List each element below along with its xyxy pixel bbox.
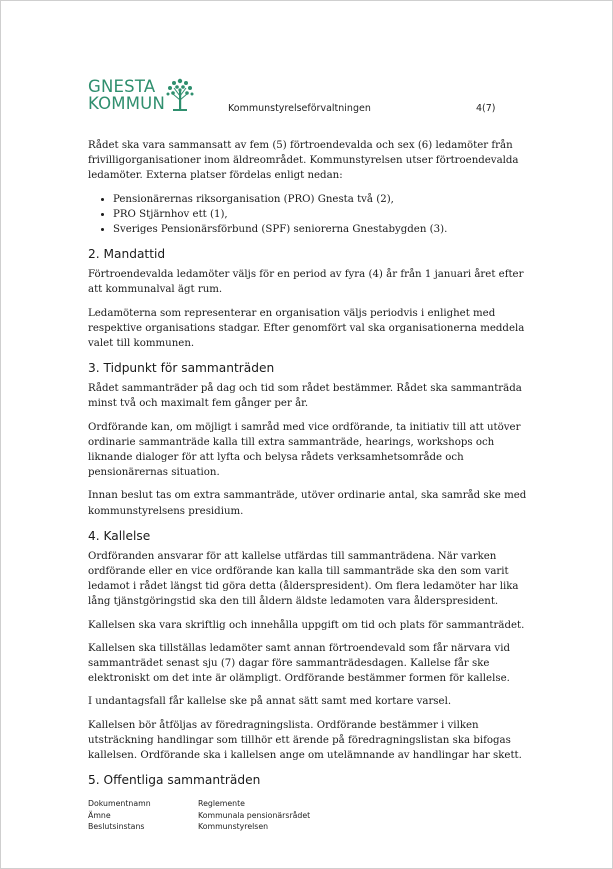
footer-value: Kommunstyrelsen [198, 822, 269, 831]
paragraph: Rådet sammanträder på dag och tid som rådet bestämmer. Rådet ska sammanträda minst två och maximalt fem gånger per år. [88, 383, 522, 410]
tree-icon [165, 76, 195, 112]
footer-row [88, 810, 310, 822]
paragraph: Ledamöterna som representerar en organisation väljs periodvis i enlighet med respektive organisations stadgar. Efter genomfört val ska organisationerna meddela valet till kommunen. [88, 307, 525, 350]
footer-value: Reglemente [198, 799, 245, 808]
footer-row [88, 821, 310, 833]
organisation-list [88, 192, 528, 238]
page-number: 4(7) [476, 103, 496, 114]
logo-text-line2: KOMMUN [88, 94, 165, 113]
section-heading-offentliga: 5. Offentliga sammanträden [88, 773, 261, 788]
section-heading-kallelse: 4. Kallelse [88, 528, 151, 543]
document-footer [88, 798, 310, 833]
paragraph: Kallelsen ska tillställas ledamöter samt annan förtroendevald som får närvara vid sammanträdet senast sju (7) dagar före sammanträdesdagen. Kallelse får ske elektroniskt om det inte är olämpligt. Ordförande bestämmer formen för kallelse. [88, 642, 510, 685]
logo-text-line1: GNESTA [88, 77, 156, 96]
paragraph: Förtroendevalda ledamöter väljs för en period av fyra (4) år från 1 januari året efter att kommunalval ägt rum. [88, 269, 524, 296]
section-heading-tidpunkt: 3. Tidpunkt för sammanträden [88, 361, 275, 376]
list-item: • Pensionärernas riksorganisation (PRO) Gnesta två (2), [113, 192, 528, 207]
footer-value: Kommunala pensionärsrådet [198, 810, 311, 820]
paragraph: Innan beslut tas om extra sammanträde, utöver ordinarie antal, ska samråd ske med kommunstyrelsens presidium. [88, 490, 527, 517]
gnesta-kommun-logo [88, 76, 198, 116]
paragraph: Kallelsen bör åtföljas av föredragningslista. Ordförande bestämmer i vilken utsträckning handlingar som tillhör ett ärende på föredragningslistan ska bifogas kallelsen. Ordförande ska i kallelsen ange om utelämnande av handlingar har skett. [88, 719, 522, 762]
footer-label: Beslutsinstans [88, 822, 145, 831]
document-body [88, 138, 528, 793]
intro-paragraph: Rådet ska vara sammansatt av fem (5) förtroendevalda och sex (6) ledamöter från frivilligorganisationer inom äldreområdet. Kommunstyrelsen utser förtroendevalda ledamöter. Externa platser fördelas enligt nedan: [88, 140, 519, 182]
list-item: • PRO Stjärnhov ett (1), [113, 207, 528, 222]
section-heading-mandattid: 2. Mandattid [88, 247, 166, 262]
footer-row [88, 798, 310, 810]
header-department: Kommunstyrelseförvaltningen [228, 103, 371, 114]
paragraph: Ordföranden ansvarar för att kallelse utfärdas till sammanträdena. När varken ordförande eller en vice ordförande kan kalla till sammanträde ska den som varit ledamot i rådet längst tid göra detta (ålderspresident). Om flera ledamöter har lika lång tjänstgöringstid ska den till åldern äldste ledamoten vara ålderspresident. [88, 550, 519, 608]
paragraph: Ordförande kan, om möjligt i samråd med vice ordförande, ta initiativ till att utöver ordinarie sammanträde kalla till extra sammanträde, hearings, workshops och liknande dialoger för att lyfta och belysa rådets verksamhetsområde och pensionärernas situation. [88, 421, 521, 479]
footer-label: Ämne [88, 810, 111, 820]
footer-label: Dokumentnamn [88, 799, 151, 808]
paragraph: Kallelsen ska vara skriftlig och innehålla uppgift om tid och plats för sammanträdet. [88, 619, 525, 631]
paragraph: I undantagsfall får kallelse ske på annat sätt samt med kortare varsel. [88, 696, 452, 708]
list-item: • Sveriges Pensionärsförbund (SPF) seniorerna Gnestabygden (3). [113, 222, 528, 237]
